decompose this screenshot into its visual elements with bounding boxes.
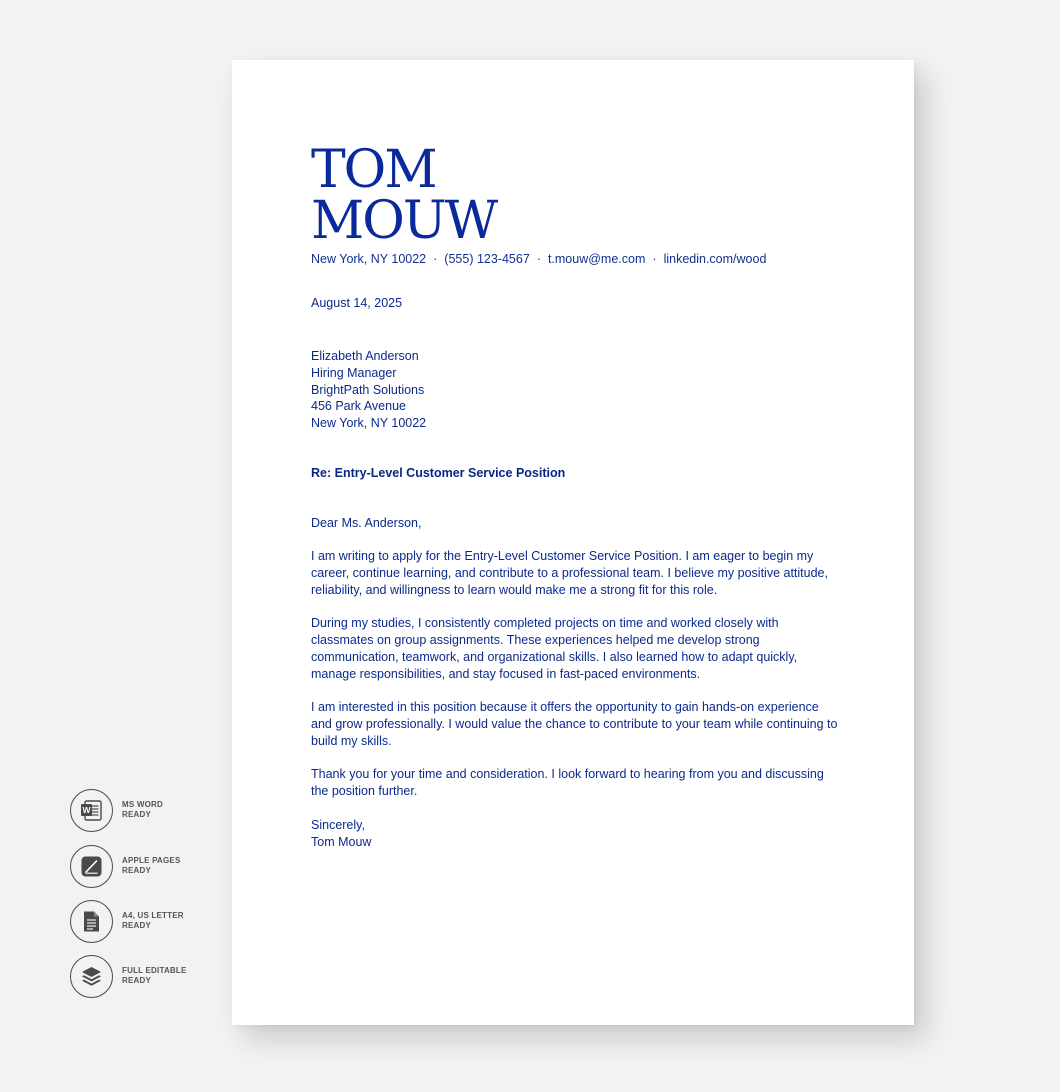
letter-body xyxy=(311,515,843,851)
body-paragraph: During my studies, I consistently completed projects on time and worked closely with classmates on group assignments. These experiences helped me develop strong communication, teamwork, and organizational skills. I also learned how to adapt quickly, manage responsibilities, and stay focused in fast-paced environments. xyxy=(311,616,798,681)
badge-circle xyxy=(70,789,113,832)
contact-linkedin: linkedin.com/wood xyxy=(663,252,767,266)
badge-label: A4, US LETTER READY xyxy=(122,911,184,930)
contact-separator: · xyxy=(433,252,438,266)
contact-phone: (555) 123-4567 xyxy=(444,252,530,266)
badge-editable xyxy=(70,955,230,999)
badge-ms-word xyxy=(70,789,230,833)
ms-word-icon xyxy=(80,799,103,822)
svg-text:W: W xyxy=(82,805,91,816)
closing-block xyxy=(311,817,843,851)
badge-paper-size xyxy=(70,900,230,944)
badge-label: MS WORD READY xyxy=(122,800,163,819)
name-first: TOM xyxy=(311,140,436,200)
name-last: MOUW xyxy=(311,191,497,251)
letter-page xyxy=(232,60,914,1025)
contact-line xyxy=(311,252,766,266)
contact-email: t.mouw@me.com xyxy=(547,252,646,266)
recipient-block xyxy=(311,348,426,432)
closing: Sincerely, xyxy=(311,817,365,832)
layers-icon xyxy=(80,965,103,988)
recipient-title: Hiring Manager xyxy=(311,365,397,380)
salutation: Dear Ms. Anderson, xyxy=(311,516,422,530)
contact-separator: · xyxy=(536,252,541,266)
document-icon xyxy=(80,910,103,933)
contact-address: New York, NY 10022 xyxy=(311,252,427,266)
badge-circle xyxy=(70,900,113,943)
recipient-name: Elizabeth Anderson xyxy=(311,349,419,363)
recipient-street: 456 Park Avenue xyxy=(311,399,406,414)
recipient-city: New York, NY 10022 xyxy=(311,416,427,431)
badge-circle xyxy=(70,955,113,998)
badge-label: APPLE PAGES READY xyxy=(122,856,181,875)
recipient-company: BrightPath Solutions xyxy=(311,382,425,397)
badge-circle xyxy=(70,845,113,888)
body-paragraph: I am writing to apply for the Entry-Level Customer Service Position. I am eager to begin my career, continue learning, and contribute to a professional team. I believe my positive attitude, reliability, and willingness to learn would make me a strong fit for this role. xyxy=(311,548,828,597)
body-paragraph: Thank you for your time and consideration. I look forward to hearing from you and discussing the position further. xyxy=(311,767,824,799)
contact-separator: · xyxy=(652,252,657,266)
signature: Tom Mouw xyxy=(311,834,372,849)
applicant-name xyxy=(311,140,497,251)
body-paragraph: I am interested in this position because it offers the opportunity to gain hands-on experience and grow professionally. I would value the chance to contribute to your team while continuing to build my skills. xyxy=(311,700,838,749)
badge-label: FULL EDITABLE READY xyxy=(122,966,187,985)
letter-date: August 14, 2025 xyxy=(311,296,403,310)
subject-line: Re: Entry-Level Customer Service Position xyxy=(311,466,566,480)
apple-pages-icon xyxy=(80,855,103,878)
badge-apple-pages xyxy=(70,845,230,889)
